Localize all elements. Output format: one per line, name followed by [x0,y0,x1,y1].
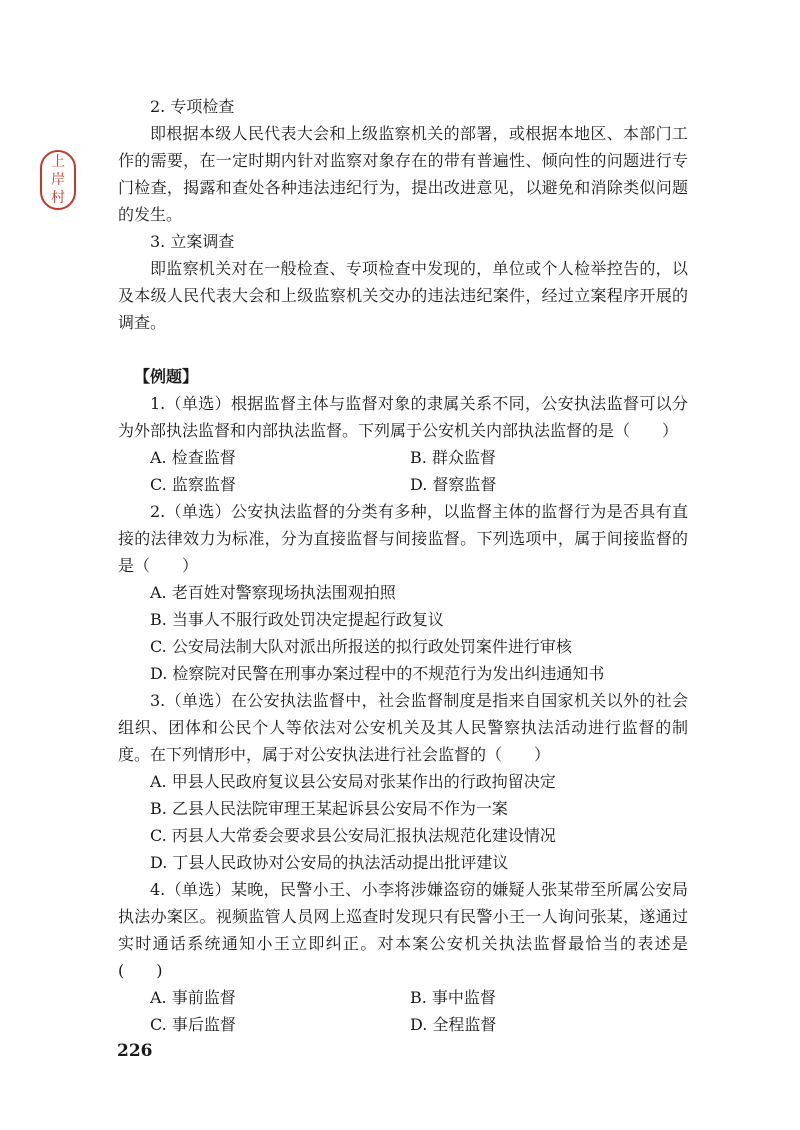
option-b: B. 事中监督 [410,988,496,1007]
question-4-options [150,984,688,1038]
option-c: C. 事后监督 [150,1015,236,1034]
option-b: B. 当事人不服行政处罚决定提起行政复议 [150,610,444,629]
option-a: A. 甲县人民政府复议县公安局对张某作出的行政拘留决定 [150,772,556,791]
seal-char: 岸 [51,172,65,188]
option-d: D. 丁县人民政协对公安局的执法活动提出批评建议 [150,853,509,872]
option-c: C. 监察监督 [150,475,236,494]
option-a: A. 检查监督 [150,448,236,467]
examples-title: 【例题】 [134,367,199,386]
section-2-body: 即根据本级人民代表大会和上级监察机关的部署，或根据本地区、本部门工作的需要，在一定时期内针对监察对象存在的带有普遍性、倾向性的问题进行专门检查，揭露和查处各种违法违纪行为，提出改进意见，以避免和消除类似问题的发生。 [118,124,688,224]
question-1-stem: 1.（单选）根据监督主体与监督对象的隶属关系不同，公安执法监督可以分为外部执法监督和内部执法监督。下列属于公安机关内部执法监督的是（ ） [118,394,688,440]
option-c: C. 公安局法制大队对派出所报送的拟行政处罚案件进行审核 [150,637,572,656]
question-3-stem: 3.（单选）在公安执法监督中，社会监督制度是指来自国家机关以外的社会组织、团体和公民个人等依法对公安机关及其人民警察执法活动进行监督的制度。在下列情形中，属于对公安执法进行社会监督的（ ） [118,691,688,764]
option-c: C. 丙县人大常委会要求县公安局汇报执法规范化建设情况 [150,826,556,845]
option-b: B. 乙县人民法院审理王某起诉县公安局不作为一案 [150,799,508,818]
option-d: D. 检察院对民警在刑事办案过程中的不规范行为发出纠违通知书 [150,664,605,683]
option-a: A. 老百姓对警察现场执法围观拍照 [150,583,396,602]
question-2-stem: 2.（单选）公安执法监督的分类有多种，以监督主体的监督行为是否具有直接的法律效力为标准，分为直接监督与间接监督。下列选项中，属于间接监督的是（ ） [118,502,688,575]
section-3-body: 即监察机关对在一般检查、专项检查中发现的，单位或个人检举控告的，以及本级人民代表大会和上级监察机关交办的违法违纪案件，经过立案程序开展的调查。 [118,259,688,332]
seal-stamp [40,150,76,210]
seal-char: 上 [51,154,65,170]
seal-char: 村 [51,190,65,206]
option-a: A. 事前监督 [150,988,236,1007]
main-content [118,93,688,1038]
section-3-title: 3. 立案调查 [150,232,235,251]
option-d: D. 督察监督 [410,475,497,494]
page-number: 226 [117,1041,153,1061]
question-1-options [150,444,688,498]
option-b: B. 群众监督 [410,448,496,467]
option-d: D. 全程监督 [410,1015,497,1034]
spacer [118,336,688,363]
section-2-title: 2. 专项检查 [150,97,235,116]
question-4-stem: 4.（单选）某晚，民警小王、小李将涉嫌盗窃的嫌疑人张某带至所属公安局执法办案区。视频监管人员网上巡查时发现只有民警小王一人询问张某，遂通过实时通话系统通知小王立即纠正。对本案公安机关执法监督最恰当的表述是( ) [118,880,688,980]
